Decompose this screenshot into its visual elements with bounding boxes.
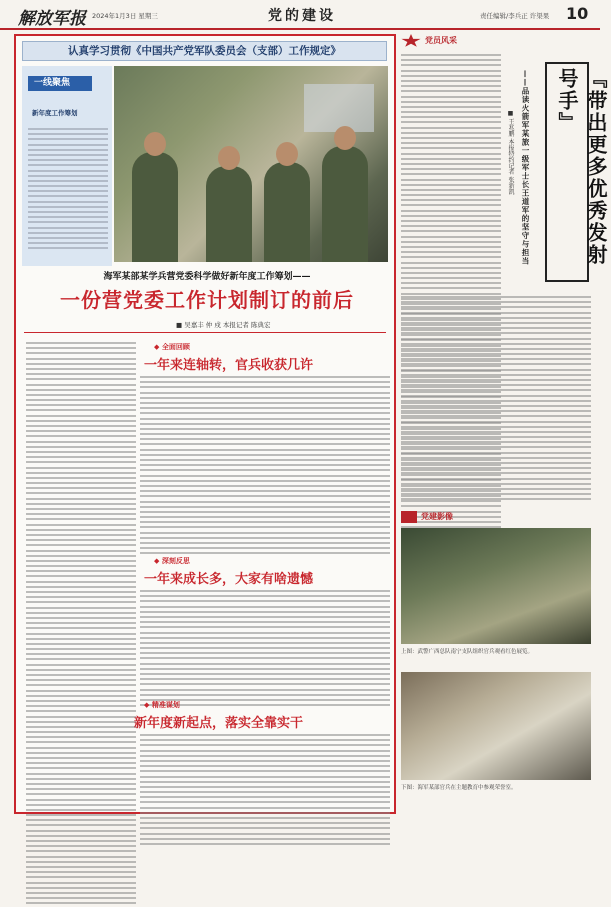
article-byline: ■ 吴嘉丰 仲 戍 本报记者 陈典宏 <box>176 321 271 329</box>
lead-text <box>28 128 108 253</box>
editors-line: 责任编辑/李兵正 许渠果 <box>480 12 550 20</box>
page-number: 10 <box>566 4 589 23</box>
headline-divider <box>24 332 386 333</box>
article-photo <box>114 66 388 262</box>
camera-icon <box>401 511 417 523</box>
sidebar-lower-text <box>401 296 591 504</box>
gallery-caption-top: 上图：武警广西总队南宁支队组织官兵观看红色展览。 <box>401 649 534 655</box>
article-headline: 一份营党委工作计划制订的前后 <box>60 288 354 312</box>
section-title: 党的建设 <box>268 8 336 24</box>
column-tag: 一线聚焦 <box>28 76 92 91</box>
section-body-2 <box>140 590 390 709</box>
section-tag-2: ◆ 深刻反思 <box>154 557 190 565</box>
gallery-caption-bottom: 下图：海军某部官兵在主题教育中参观荣誉室。 <box>401 785 517 791</box>
date-line: 2024年1月3日 星期三 <box>92 12 158 20</box>
gallery-photo-bottom <box>401 672 591 780</box>
gallery-label: 党建影像 <box>421 512 453 521</box>
section-tag-1: ◆ 全面回顾 <box>154 343 190 351</box>
star-icon <box>401 34 421 48</box>
gallery-header <box>401 510 591 524</box>
section-body-1 <box>140 376 390 558</box>
article-subtitle: 海军某部某学兵营党委科学做好新年度工作筹划—— <box>103 272 311 282</box>
sidebar-column-header <box>401 34 591 48</box>
feature-title-box <box>545 62 608 282</box>
feature-title: 『带出更多优秀发射号手』 <box>555 68 608 266</box>
section-heading-3: 新年度新起点，落实全靠实干 <box>134 716 304 731</box>
article-banner: 认真学习贯彻《中国共产党军队委员会（支部）工作规定》 <box>22 41 387 61</box>
section-heading-2: 一年来成长多，大家有啥遗憾 <box>144 572 314 587</box>
column-subhead: 新年度工作筹划 <box>32 109 78 117</box>
main-article-frame <box>14 34 396 814</box>
body-column-1 <box>26 342 136 907</box>
gallery-photo-top <box>401 528 591 644</box>
feature-author: ■ 王兆鹏 本报特约记者 张新凯 <box>507 110 514 195</box>
newspaper-logo: 解放军报 <box>18 9 86 29</box>
sidebar-column-label: 党员风采 <box>425 36 457 45</box>
masthead <box>0 0 600 30</box>
section-tag-3: ◆ 精准谋划 <box>144 701 180 709</box>
section-body-3 <box>140 734 390 848</box>
section-heading-1: 一年来连轴转，官兵收获几许 <box>144 358 314 373</box>
feature-subtitle: ——品读火箭军某旅一级军士长王道军的坚守与担当 <box>521 70 530 266</box>
